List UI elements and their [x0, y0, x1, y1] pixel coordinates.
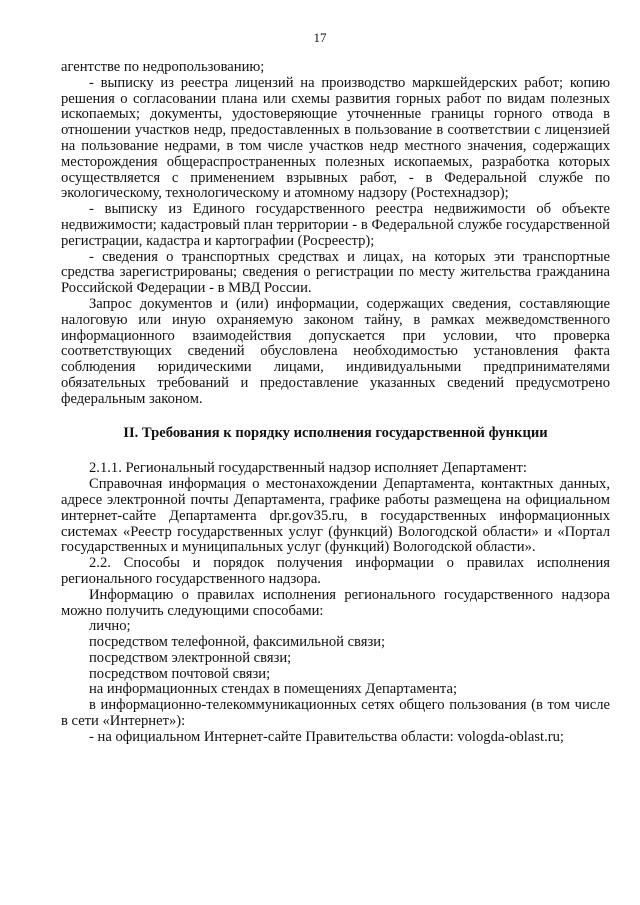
paragraph: Запрос документов и (или) информации, содержащих сведения, составляющие налоговую или иную охраняемую законом тайну, в рамках межведомственного информационного взаимодействия допускается при условии, что проверка соответствующих сведений обусловлена необходимостью установления факта соблюдения юридическими лицами, индивидуальными предпринимателями обязательных требований и предоставление указанных сведений предусмотрено федеральным законом. [61, 295, 610, 407]
section-heading: II. Требования к порядку исполнения государственной функции [123, 424, 548, 441]
paragraph: Информацию о правилах исполнения регионального государственного надзора можно получить следующими способами: [61, 586, 610, 619]
list-item: на информационных стендах в помещениях Департамента; [89, 681, 457, 698]
paragraph: Справочная информация о местонахождении Департамента, контактных данных, адресе электронной почты Департамента, графике работы размещена на официальном интернет-сайте Департамента dpr.gov35.ru, в государственных информационных системах «Реестр государственных услуг (функций) Вологодской области» и «Портал государственных и муниципальных услуг (функций) Вологодской области». [61, 476, 610, 556]
list-item: в информационно-телекоммуникационных сетях общего пользования (в том числе в сети «Интернет»): [61, 697, 610, 730]
list-item: - на официальном Интернет-сайте Правительства области: vologda-oblast.ru; [89, 728, 564, 745]
paragraph: 2.1.1. Региональный государственный надзор исполняет Департамент: [89, 460, 527, 477]
list-item: посредством телефонной, факсимильной связи; [89, 634, 386, 651]
document-body [61, 60, 610, 746]
paragraph: - выписку из Единого государственного реестра недвижимости об объекте недвижимости; кадастровый план территории - в Федеральной службе государственной регистрации, кадастра и картографии (Росреестр); [61, 201, 610, 249]
list-item: посредством электронной связи; [89, 649, 292, 666]
paragraph: агентстве по недропользованию; [61, 59, 265, 75]
page-number: 17 [313, 30, 327, 45]
list-item: посредством почтовой связи; [89, 665, 271, 682]
list-item: лично; [89, 618, 131, 635]
paragraph: - выписку из реестра лицензий на производство маркшейдерских работ; копию решения о согласовании плана или схемы развития горных работ по видам полезных ископаемых; документы, удостоверяющие уточненные границы горного отвода в отношении участков недр, предоставленных в пользование в соответствии с лицензией на пользование недрами, в том числе участков недр местного значения, содержащих месторождения общераспространенных полезных ископаемых, разработка которых осуществляется с применением взрывных работ, - в Федеральной службе по экологическому, технологическому и атомному надзору (Ростехнадзор); [61, 74, 610, 202]
paragraph: - сведения о транспортных средствах и лицах, на которых эти транспортные средства зарегистрированы; сведения о регистрации по месту жительства гражданина Российской Федерации - в МВД России. [61, 248, 610, 297]
paragraph: 2.2. Способы и порядок получения информации о правилах исполнения регионального государственного надзора. [61, 555, 610, 587]
